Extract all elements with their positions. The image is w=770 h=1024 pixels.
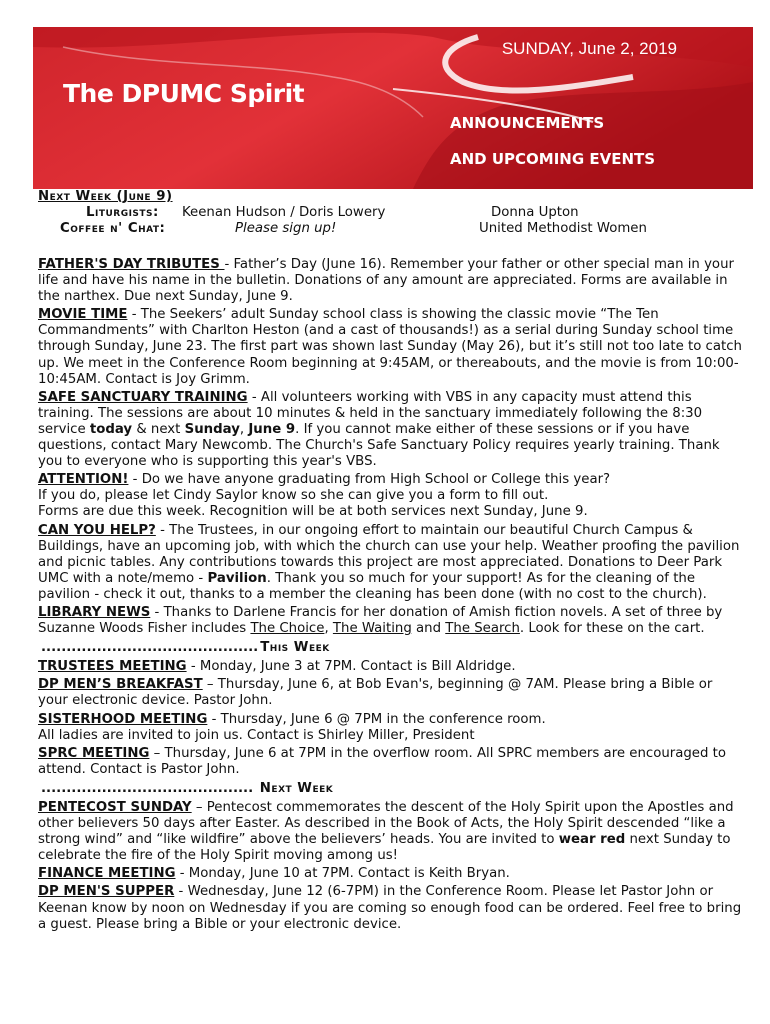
book-title: The Search [445, 621, 520, 637]
book-title: The Choice [250, 621, 325, 637]
item-title: FATHER'S DAY TRIBUTES [38, 257, 225, 272]
announcements-heading: ANNOUNCEMENTS [450, 114, 605, 132]
book-title: The Waiting [332, 621, 412, 637]
library-news-item: LIBRARY NEWS - Thanks to Darlene Francis for her donation of Amish fiction novels. A set of three by Suzanne Woods Fisher includes The Choice, The Waiting and The Search. Look for these on the cart. [38, 604, 723, 637]
bulletin-date: SUNDAY, June 2, 2019 [501, 39, 677, 58]
mens-breakfast-item: DP MEN’S BREAKFAST – Thursday, June 6, at Bob Evan's, beginning @ 7AM. Please bring a Bible or your electronic device. Pastor John. [38, 677, 713, 709]
this-week-divider: ........................................... This Week [41, 640, 330, 656]
coffee-label: Coffee n' Chat: [60, 221, 166, 236]
trustees-meeting-item: TRUSTEES MEETING - Monday, June 3 at 7PM. Contact is Bill Aldridge. [38, 659, 516, 675]
header-banner [33, 27, 753, 189]
item-title: MOVIE TIME [38, 307, 128, 323]
pentecost-item: PENTECOST SUNDAY – Pentecost commemorates the descent of the Holy Spirit upon the Apostles and other believers 50 days after Easter. As described in the Book of Acts, the Holy Spirit descended “like a strong wind” and “like wildfire” above the believers’ heads. You are invited to wear red next Sunday to celebrate the fire of the Holy Spirit moving among us! [38, 800, 734, 864]
safe-sanctuary-item: SAFE SANCTUARY TRAINING - All volunteers working with VBS in any capacity must attend this training. The sessions are about 10 minutes & held in the sanctuary immediately following the 8:30 service today & next Sunday, June 9. If you cannot make either of these sessions or if you have questions, contact Mary Newcomb. The Church's Safe Sanctuary Policy requires yearly training. Thank you to everyone who is supporting this year's VBS. [38, 389, 720, 470]
movie-time-item: MOVIE TIME - The Seekers’ adult Sunday school class is showing the classic movie “The Ten Commandments” with Charlton Heston (and a cast of thousands!) as a serial during Sunday school time through Sunday, June 23. The first part was shown last Sunday (May 26), but it’s still not too late to catch up. We meet in the Conference Room beginning at 9:45AM, or thereabouts, and the movie is from 10:00-10:45AM. Contact is Joy Grimm. [38, 307, 742, 387]
can-you-help-item: CAN YOU HELP? - The Trustees, in our ongoing effort to maintain our beautiful Church Campus & Buildings, have an upcoming job, with which the church can use your help. Weather proofing the pavilion and picnic tables. Any contributions towards this project are most appreciated. Donations to Deer Park UMC with a note/memo - Pavilion. Thank you so much for your support! As for the cleaning of the pavilion - check it out, thanks to a member the cleaning has been done (with no cost to the church). [38, 522, 740, 602]
sprc-meeting-item: SPRC MEETING – Thursday, June 6 at 7PM in the overflow room. All SPRC members are encouraged to attend. Contact is Pastor John. [38, 745, 727, 777]
next-week-service [38, 189, 738, 237]
item-title: ATTENTION! [38, 472, 129, 488]
next-week-label: Next Week [259, 780, 334, 796]
bulletin-title: The DPUMC Spirit [63, 79, 305, 108]
item-title: SAFE SANCTUARY TRAINING [38, 389, 248, 405]
finance-meeting-item: FINANCE MEETING - Monday, June 10 at 7PM. Contact is Keith Bryan. [38, 866, 510, 882]
mens-supper-item: DP MEN'S SUPPER - Wednesday, June 12 (6-7PM) in the Conference Room. Please let Pastor John or Keenan know by noon on Wednesday if you are coming so enough food can be ordered. Feel free to bring a guest. Please bring a Bible or your electronic device. [38, 884, 742, 932]
this-week-label: This Week [260, 640, 330, 656]
liturgists-right: Donna Upton [491, 205, 579, 220]
attention-item: ATTENTION! - Do we have anyone graduating from High School or College this year? If you do, please let Cindy Saylor know so she can give you a form to fill out. Forms are due this week. Recognition will be at both services next Sunday, June 9. [38, 472, 611, 520]
item-title: LIBRARY NEWS [38, 604, 151, 620]
next-week-divider: .......................................... Next Week [41, 780, 334, 796]
announcements-body [38, 257, 746, 935]
item-title: CAN YOU HELP? [38, 522, 156, 538]
sisterhood-meeting-item: SISTERHOOD MEETING - Thursday, June 6 @ 7PM in the conference room. All ladies are invited to join us. Contact is Shirley Miller, President [38, 711, 546, 743]
fathers-day-item: FATHER'S DAY TRIBUTES - Father’s Day (June 16). Remember your father or other special man in your life and have his name in the bulletin. Donations of any amount are appreciated. Forms are available in the narthex. Due next Sunday, June 9. [38, 257, 734, 305]
next-week-heading: Next Week (June 9) [38, 189, 173, 204]
liturgists-value: Keenan Hudson / Doris Lowery [182, 205, 386, 220]
liturgists-label: Liturgists: [86, 205, 159, 220]
coffee-right: United Methodist Women [479, 221, 647, 236]
coffee-value: Please sign up! [235, 221, 337, 236]
upcoming-events-heading: AND UPCOMING EVENTS [450, 150, 656, 168]
